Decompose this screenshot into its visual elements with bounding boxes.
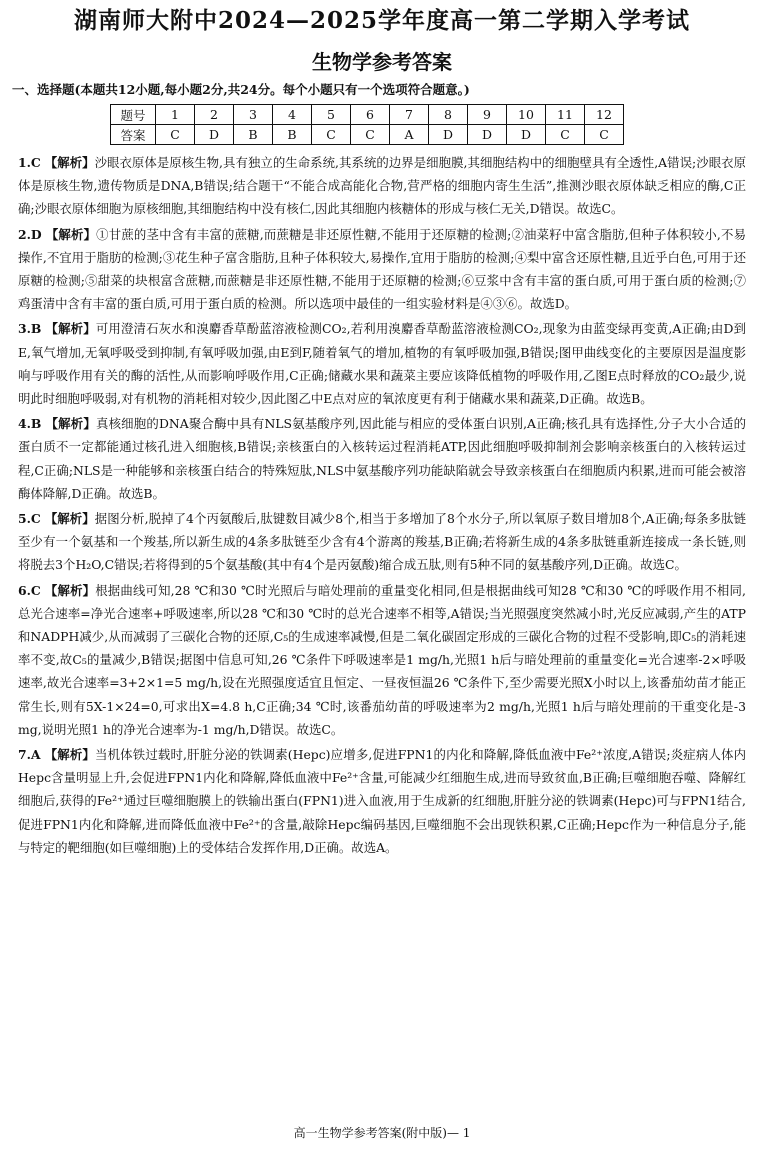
document-title: 湖南师大附中2024—2025学年度高一第二学期入学考试	[73, 7, 691, 34]
question-number-cell: 7	[390, 105, 429, 125]
answer-cell: D	[468, 125, 507, 145]
answer-cell: C	[351, 125, 390, 145]
question-number-cell: 12	[585, 105, 624, 125]
question-number-cell: 10	[507, 105, 546, 125]
answer-cell: A	[390, 125, 429, 145]
answer-cell: D	[195, 125, 234, 145]
question-explanation-2	[18, 223, 746, 316]
explanation-text: 可用澄清石灰水和溴麝香草酚蓝溶液检测CO₂,若利用溴麝香草酚蓝溶液检测CO₂,现象为由蓝变绿再变黄,A正确;由D到E,氧气增加,无氧呼吸受到抑制,有氧呼吸加强,由E到F,随着氧气的增加,植物的有氧呼吸加强,B错误;图甲曲线变化的主要原因是温度影响与呼吸作用有关的酶的活性,从而影响呼吸作用,C正确;储藏水果和蔬菜主要应该降低植物的呼吸作用,乙图E点时释放的CO₂最少,说明此时细胞呼吸弱,对有机物的消耗相对较少,因此图乙中E点对应的氧浓度更有利于储藏水果和蔬菜,D正确。故选B。	[18, 321, 746, 407]
answer-cell: C	[312, 125, 351, 145]
question-number-cell: 1	[156, 105, 195, 125]
question-explanation-7	[18, 743, 746, 859]
question-number-cell: 4	[273, 105, 312, 125]
table-header-cell: 答案	[111, 125, 156, 145]
answer-cell: B	[273, 125, 312, 145]
question-explanation-1	[18, 151, 746, 221]
answer-table-answer-row	[111, 125, 624, 145]
question-number: 5.C	[18, 511, 41, 527]
explanation-text: ①甘蔗的茎中含有丰富的蔗糖,而蔗糖是非还原性糖,不能用于还原糖的检测;②油菜籽中富含脂肪,但种子体积较小,不易操作,不宜用于脂肪的检测;③花生种子富含脂肪,且种子体积较大,易操作,宜用于脂肪的检测;④梨中富含还原性糖,且近乎白色,可用于还原糖的检测;⑤甜菜的块根富含蔗糖,而蔗糖是非还原性糖,不能用于还原糖的检测;⑥豆浆中含有丰富的蛋白质,可用于蛋白质的检测;⑦鸡蛋清中含有丰富的蛋白质,可用于蛋白质的检测。所以选项中最佳的一组实验材料是④③⑥。故选D。	[18, 226, 746, 312]
explanation-text: 沙眼衣原体是原核生物,具有独立的生命系统,其系统的边界是细胞膜,其细胞结构中的细胞壁具有全透性,A错误;沙眼衣原体是原核生物,遗传物质是DNA,B错误;结合题干“不能合成高能化合物,营严格的细胞内寄生生活”,推测沙眼衣原体缺乏相应的酶,C正确;沙眼衣原体细胞为原核细胞,其细胞结构中没有核仁,因此其细胞内核糖体的形成与核仁无关,D错误。故选C。	[18, 155, 746, 217]
answer-cell: C	[585, 125, 624, 145]
explanation-tag: 【解析】	[45, 321, 96, 337]
answer-table	[110, 104, 624, 145]
answer-cell: C	[546, 125, 585, 145]
section-heading: 一、选择题(本题共12小题,每小题2分,共24分。每个小题只有一个选项符合题意。)	[12, 82, 470, 97]
explanation-tag: 【解析】	[45, 416, 96, 432]
question-number: 1.C	[18, 155, 41, 170]
question-number: 3.B	[18, 321, 42, 337]
question-number-cell: 2	[195, 105, 234, 125]
question-explanation-5	[18, 507, 746, 577]
answer-cell: C	[156, 125, 195, 145]
explanation-tag: 【解析】	[44, 511, 95, 527]
question-number-cell: 6	[351, 105, 390, 125]
document-subtitle: 生物学参考答案	[312, 50, 452, 74]
answer-table-number-row	[111, 105, 624, 125]
question-number: 6.C	[18, 582, 41, 598]
explanation-tag: 【解析】	[44, 747, 96, 763]
table-header-cell: 题号	[111, 105, 156, 125]
question-explanation-6	[18, 579, 746, 741]
question-number-cell: 8	[429, 105, 468, 125]
explanation-tag: 【解析】	[45, 226, 97, 242]
answer-cell: D	[507, 125, 546, 145]
question-number: 4.B	[18, 416, 42, 432]
explanation-text: 真核细胞的DNA聚合酶中具有NLS氨基酸序列,因此能与相应的受体蛋白识别,A正确;核孔具有选择性,分子大小合适的蛋白质不一定都能通过核孔进入细胞核,B错误;亲核蛋白的入核转运过程消耗ATP,因此细胞呼吸抑制剂会影响亲核蛋白的入核转运过程,C正确;NLS是一种能够和亲核蛋白结合的特殊短肽,NLS中氨基酸序列功能缺陷就会导致亲核蛋白在细胞质内积累,进而可能会被溶酶体降解,D正确。故选B。	[18, 416, 746, 501]
question-number-cell: 11	[546, 105, 585, 125]
question-number: 7.A	[18, 747, 41, 763]
explanation-text: 当机体铁过载时,肝脏分泌的铁调素(Hepc)应增多,促进FPN1的内化和降解,降低血液中Fe²⁺浓度,A错误;炎症病人体内Hepc含量明显上升,会促进FPN1内化和降解,降低血液中Fe²⁺含量,可能减少红细胞生成,进而导致贫血,B正确;巨噬细胞吞噬、降解红细胞后,获得的Fe²⁺通过巨噬细胞膜上的铁输出蛋白(FPN1)进入血液,用于生成新的红细胞,肝脏分泌的铁调素(Hepc)可与FPN1结合,促进FPN1内化和降解,进而降低血液中Fe²⁺的含量,敲除Hepc编码基因,巨噬细胞不会出现铁积累,C正确;Hepc作为一种信息分子,能与特定的靶细胞(如巨噬细胞)上的受体结合发挥作用,D正确。故选A。	[18, 747, 746, 855]
explanation-text: 据图分析,脱掉了4个丙氨酸后,肽键数目减少8个,相当于多增加了8个水分子,所以氧原子数目增加8个,A正确;每条多肽链至少有一个氨基和一个羧基,所以新生成的4条多肽链至少含有4个游离的羧基,B正确;若将新生成的4条多肽链重新连接成一条长链,则将脱去3个H₂O,C错误;若将得到的5个氨基酸(其中有4个是丙氨酸)缩合成五肽,则有5种不同的氨基酸序列,D正确。故选C。	[18, 511, 746, 573]
answer-cell: D	[429, 125, 468, 145]
question-number: 2.D	[18, 226, 42, 242]
explanation-tag: 【解析】	[44, 582, 96, 598]
explanation-tag: 【解析】	[44, 155, 95, 170]
question-explanation-3	[18, 317, 746, 410]
question-explanation-4	[18, 412, 746, 505]
question-number-cell: 9	[468, 105, 507, 125]
page-footer: 高一生物学参考答案(附中版)— 1	[293, 1126, 471, 1140]
explanation-text: 根据曲线可知,28 ℃和30 ℃时光照后与暗处理前的重量变化相同,但是根据曲线可知28 ℃和30 ℃的呼吸作用不相同,总光合速率=净光合速率+呼吸速率,所以28 ℃和30 ℃时的总光合速率不相等,A错误;当光照强度突然减小时,光反应减弱,产生的ATP和NADPH减少,从而减弱了三碳化合物的还原,C₅的生成速率减慢,但是二氧化碳固定形成的三碳化合物的过程不受影响,即C₅的消耗速率不变,故C₅的量减少,B错误;据图中信息可知,26 ℃条件下呼吸速率是1 mg/h,光照1 h后与暗处理前的重量变化=光合速率-2×呼吸速率,故光合速率=3+2×1=5 mg/h,设在光照强度适宜且恒定、一昼夜恒温26 ℃条件下,至少需要光照X小时以上,该番茄幼苗才能正常生长,则有5X-1×24=0,可求出X=4.8 h,C正确;34 ℃时,该番茄幼苗的呼吸速率为2 mg/h,光照1 h后与暗处理前的干重变化是-3 mg,说明光照1 h的净光合速率为-1 mg/h,D错误。故选C。	[18, 582, 746, 737]
question-number-cell: 5	[312, 105, 351, 125]
question-number-cell: 3	[234, 105, 273, 125]
answer-cell: B	[234, 125, 273, 145]
